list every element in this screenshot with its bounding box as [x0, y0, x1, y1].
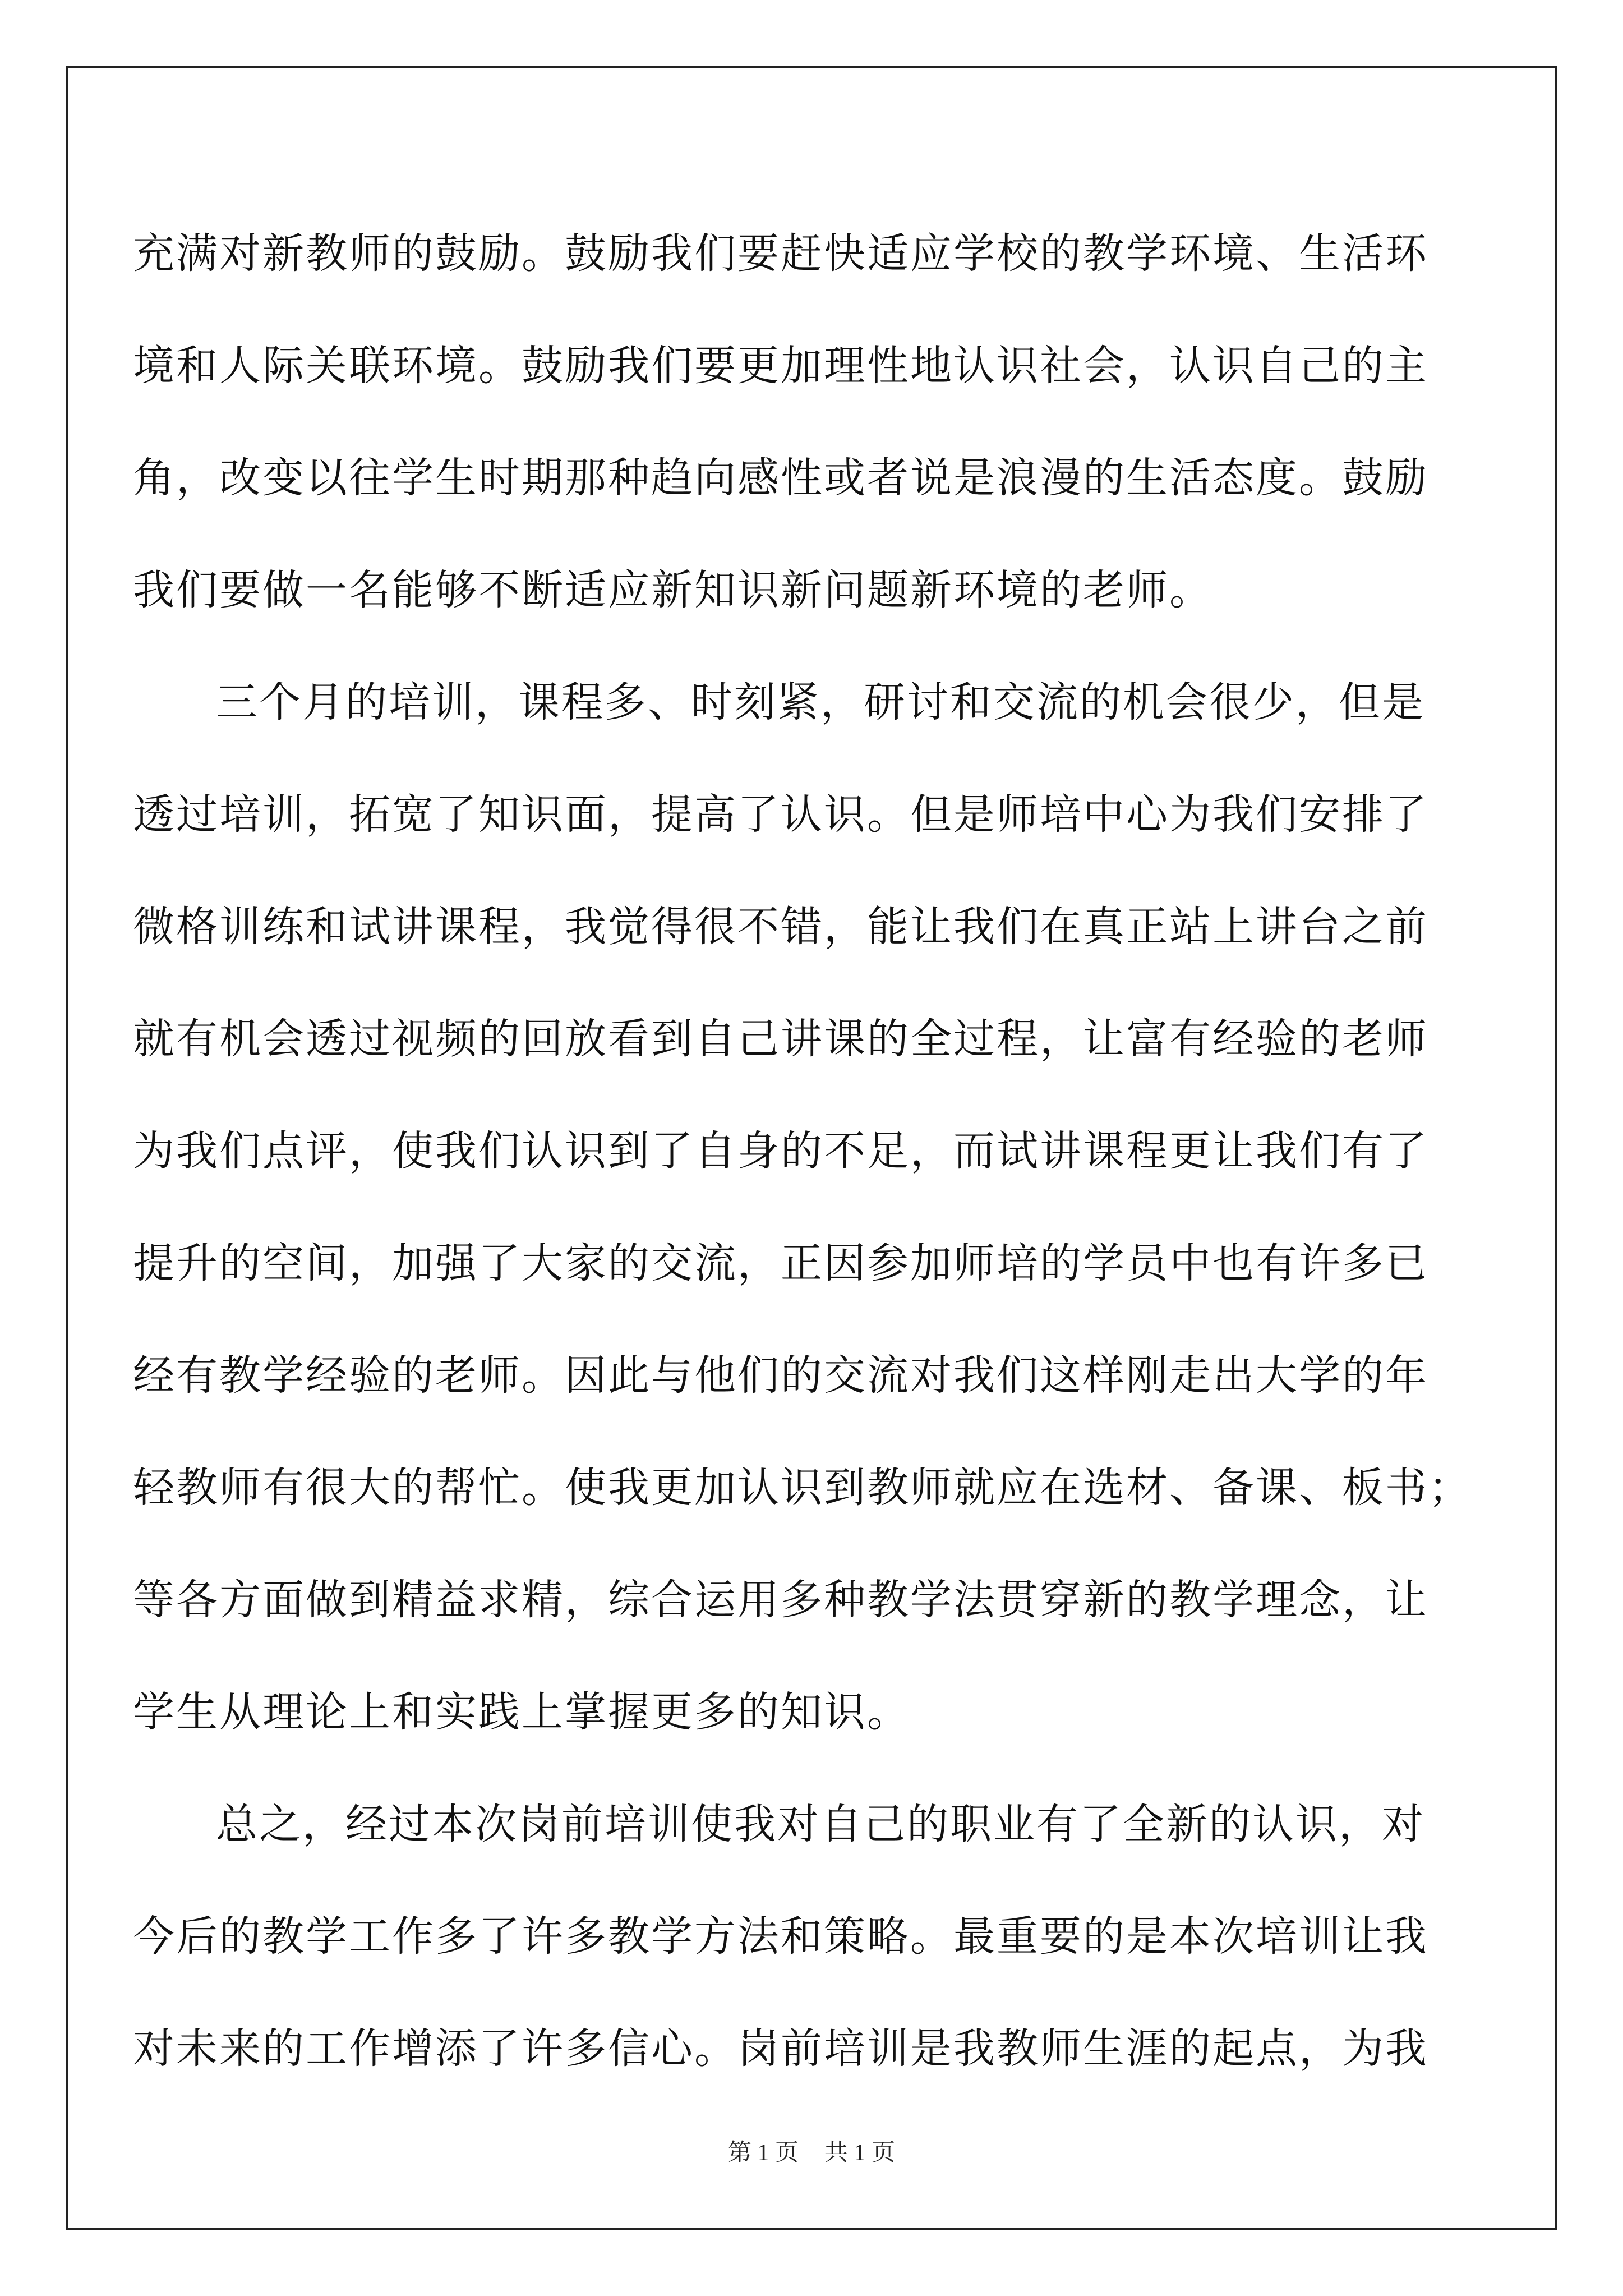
- text-line: 我们要做一名能够不断适应新知识新问题新环境的老师。: [133, 566, 1212, 614]
- paragraph-start-line: 三个月的培训，课程多、时刻紧，研讨和交流的机会很少，但是: [216, 678, 1425, 726]
- text-line: 等各方面做到精益求精，综合运用多种教学法贯穿新的教学理念，让: [133, 1576, 1428, 1624]
- text-line: 轻教师有很大的帮忙。使我更加认识到教师就应在选材、备课、板书；: [133, 1464, 1472, 1512]
- page-number: 第 1 页: [727, 2140, 799, 2166]
- text-line: 充满对新教师的鼓励。鼓励我们要赶快适应学校的教学环境、生活环: [133, 229, 1428, 278]
- text-line: 就有机会透过视频的回放看到自己讲课的全过程，让富有经验的老师: [133, 1015, 1428, 1063]
- paragraph-start-line: 总之，经过本次岗前培训使我对自己的职业有了全新的认识，对: [216, 1800, 1425, 1848]
- text-line: 境和人际关联环境。鼓励我们要更加理性地认识社会，认识自己的主: [133, 342, 1428, 390]
- text-line: 角，改变以往学生时期那种趋向感性或者说是浪漫的生活态度。鼓励: [133, 454, 1428, 502]
- text-line: 学生从理论上和实践上掌握更多的知识。: [133, 1688, 910, 1736]
- text-line: 对未来的工作增添了许多信心。岗前培训是我教师生涯的起点，为我: [133, 2024, 1428, 2073]
- text-line: 今后的教学工作多了许多教学方法和策略。最重要的是本次培训让我: [133, 1912, 1428, 1961]
- text-line: 微格训练和试讲课程，我觉得很不错，能让我们在真正站上讲台之前: [133, 903, 1428, 951]
- text-line: 经有教学经验的老师。因此与他们的交流对我们这样刚走出大学的年: [133, 1351, 1428, 1400]
- page-footer: [0, 2136, 1623, 2170]
- text-line: 为我们点评，使我们认识到了自身的不足，而试讲课程更让我们有了: [133, 1127, 1428, 1175]
- page-total: 共 1 页: [824, 2140, 896, 2166]
- text-line: 透过培训，拓宽了知识面，提高了认识。但是师培中心为我们安排了: [133, 790, 1428, 839]
- text-line: 提升的空间，加强了大家的交流，正因参加师培的学员中也有许多已: [133, 1239, 1428, 1287]
